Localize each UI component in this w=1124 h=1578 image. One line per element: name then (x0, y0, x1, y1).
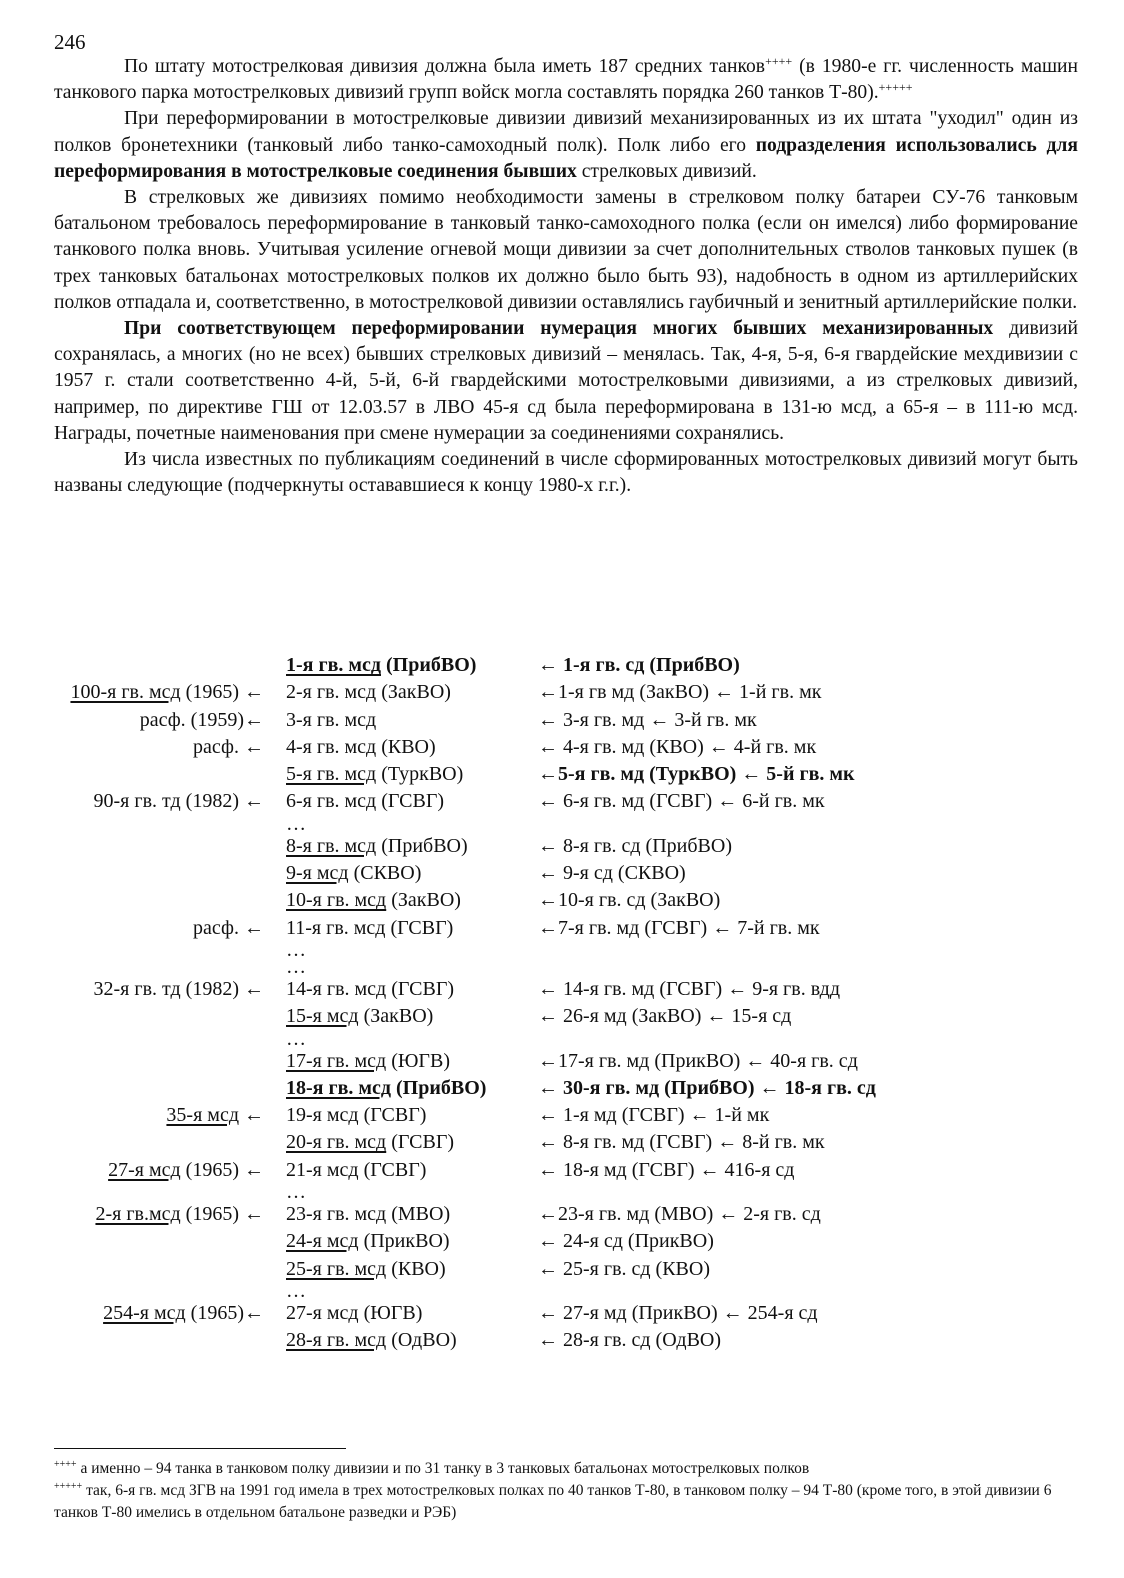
division-text: (ЗакВО) (358, 1005, 434, 1028)
division-cell (286, 1027, 306, 1050)
division-cell (286, 1300, 422, 1327)
underlined-division: 17-я гв. мсд (286, 1049, 387, 1072)
division-text: ← (239, 1104, 264, 1127)
underlined-division: 9-я мсд (286, 862, 349, 885)
division-text: 2-я гв. мсд (ЗакВО) (286, 681, 451, 704)
ellipsis-row (0, 1279, 1124, 1302)
division-row (0, 788, 1124, 815)
underlined-division: 2-я гв.мсд (95, 1203, 181, 1226)
footnote-marker: ++++ (54, 1459, 77, 1470)
predecessor-cell (538, 860, 686, 887)
division-row (0, 1075, 1124, 1102)
division-text: ← 6-я гв. мд (ГСВГ) ← 6-й гв. мк (538, 790, 825, 813)
paragraph (54, 106, 1078, 185)
underlined-division: 24-я мсд (286, 1230, 359, 1253)
paragraph-text: При соответствующем переформировании нумерация многих бывших механизированных (124, 318, 994, 340)
division-text: 90-я гв. тд (1982) ← (93, 790, 264, 813)
division-text: … (286, 955, 306, 978)
underlined-division: 8-я гв. мсд (286, 834, 377, 857)
predecessor-cell (538, 1075, 876, 1102)
underlined-division: 10-я гв. мсд (286, 889, 387, 912)
division-text: ←17-я гв. мд (ПрикВО) ← 40-я гв. сд (538, 1049, 858, 1072)
division-row (0, 1129, 1124, 1156)
successor-cell (95, 1201, 264, 1228)
division-row (0, 976, 1124, 1003)
division-text: 3-я гв. мсд (286, 708, 377, 731)
predecessor-cell (538, 915, 820, 942)
division-cell (286, 887, 461, 914)
division-row (0, 1157, 1124, 1184)
footnote-marker: ++++ (765, 54, 793, 68)
division-row (0, 1256, 1124, 1283)
division-text: … (286, 812, 306, 835)
division-cell (286, 1327, 457, 1354)
division-text: ← 27-я мд (ПрикВО) ← 254-я сд (538, 1301, 818, 1324)
division-text: (ГСВГ) (386, 1131, 455, 1154)
underlined-division: 18-я гв. мсд (286, 1076, 391, 1099)
predecessor-cell (538, 1256, 710, 1283)
successor-cell (70, 679, 264, 706)
division-text: (КВО) (386, 1257, 446, 1280)
division-text: ← 8-я гв. мд (ГСВГ) ← 8-й гв. мк (538, 1131, 825, 1154)
paragraph-text: дивизий сохранялась, а многих (но не всех) бывших стрелковых дивизий – менялась. Так, 4-я, 5-я, 6-я гвардейские мехдивизии с 1957 г. стали соответственно 4-й, 5-й, 6-й гвардейскими мотострелковыми дивизиями, а из стрелковых дивизий, например, по директиве ГШ от 12.03.57 в ЛВО 45-я сд была переформирована в 131-ю мсд, а 65-я – в 111-ю мсд. Награды, почетные наименования при смене нумерации за соединениями сохранялись. (54, 318, 1078, 444)
predecessor-cell (538, 1327, 721, 1354)
division-cell (286, 1102, 426, 1129)
predecessor-cell (538, 976, 840, 1003)
division-cell (286, 788, 444, 815)
paragraph (54, 316, 1078, 447)
predecessor-cell (538, 652, 740, 679)
predecessor-cell (538, 1003, 791, 1030)
division-text: (ЮГВ) (386, 1049, 450, 1072)
paragraph-text: По штату мотострелковая дивизия должна была иметь 187 средних танков (124, 56, 766, 77)
paragraph-text: Из числа известных по публикациям соединений в числе сформированных мотострелковых дивизий могут быть названы следующие (подчеркнуты остававшиеся к концу 1980-х г.г.). (54, 449, 1078, 497)
successor-cell (108, 1157, 264, 1184)
division-text: ← 8-я гв. сд (ПрибВО) (538, 834, 732, 857)
division-text: 21-я мсд (ГСВГ) (286, 1158, 427, 1181)
successor-cell (140, 707, 264, 734)
division-row (0, 761, 1124, 788)
division-text: (ПрикВО) (358, 1230, 450, 1253)
footnote (54, 1458, 1078, 1480)
division-text: (ОдВО) (386, 1329, 457, 1352)
underlined-division: 15-я мсд (286, 1005, 359, 1028)
predecessor-cell (538, 1228, 714, 1255)
paragraph-text: При переформировании в мотострелковые дивизии дивизий механизированных из их штата "уходил" один из полков бронетехники (танковый либо танко-самоходный полк). Полк либо его (54, 108, 1078, 156)
division-text: ← 3-я гв. мд ← 3-й гв. мк (538, 708, 757, 731)
successor-cell (166, 1102, 264, 1129)
division-text: 19-я мсд (ГСВГ) (286, 1104, 427, 1127)
predecessor-cell (538, 887, 720, 914)
predecessor-cell (538, 833, 732, 860)
paragraph (54, 185, 1078, 316)
predecessor-cell (538, 707, 757, 734)
paragraph-text: подразделения использовались для переформирования в мотострелковые соединения бывших (54, 134, 1078, 182)
predecessor-cell (538, 1048, 858, 1075)
division-text: расф. (1959)← (139, 708, 264, 731)
division-cell (286, 1228, 450, 1255)
division-row (0, 915, 1124, 942)
division-row (0, 1102, 1124, 1129)
division-cell (286, 1157, 426, 1184)
ellipsis-row (0, 1181, 1124, 1204)
successor-cell (94, 976, 264, 1003)
division-text: … (286, 1279, 306, 1302)
division-text: (1965) ← (180, 1158, 264, 1181)
division-text: ←1-я гв мд (ЗакВО) ← 1-й гв. мк (538, 681, 822, 704)
division-text: … (286, 1181, 306, 1204)
predecessor-cell (538, 1201, 821, 1228)
division-text: 6-я гв. мсд (ГСВГ) (286, 790, 445, 813)
page-number: 246 (54, 30, 86, 54)
footnotes (54, 1458, 1078, 1524)
division-cell (286, 833, 468, 860)
division-text: (ПрибВО) (390, 1076, 487, 1099)
division-row (0, 1201, 1124, 1228)
division-text: … (286, 1027, 306, 1050)
division-text: … (286, 938, 306, 961)
division-text: (ТуркВО) (376, 763, 464, 786)
predecessor-cell (538, 1157, 794, 1184)
predecessor-cell (538, 788, 825, 815)
division-text: 32-я гв. тд (1982) ← (93, 977, 264, 1000)
division-text: 11-я гв. мсд (ГСВГ) (286, 916, 454, 939)
underlined-division: 5-я гв. мсд (286, 763, 377, 786)
division-row (0, 652, 1124, 679)
division-text: ← 18-я мд (ГСВГ) ← 416-я сд (538, 1158, 795, 1181)
ellipsis-row (0, 812, 1124, 835)
body-text (54, 54, 1078, 499)
footnote-text: так, 6-я гв. мсд ЗГВ на 1991 год имела в трех мотострелковых полках по 40 танков Т-80, в танковом полку – 94 Т-80 (кроме того, в этой дивизии 6 танков Т-80 имелись в отдельном батальоне разведки и РЭБ) (54, 1482, 1052, 1521)
division-text: ←10-я гв. сд (ЗакВО) (538, 889, 721, 912)
division-cell (286, 679, 451, 706)
division-text: расф. ← (193, 735, 264, 758)
footnote-marker: +++++ (878, 80, 913, 95)
predecessor-cell (538, 761, 855, 788)
division-text: расф. ← (193, 916, 264, 939)
underlined-division: 28-я гв. мсд (286, 1329, 387, 1352)
division-row (0, 734, 1124, 761)
paragraph-text: стрелковых дивизий. (576, 160, 757, 182)
paragraph (54, 54, 1078, 106)
successor-cell (193, 915, 264, 942)
ellipsis-row (0, 1027, 1124, 1050)
division-text: 14-я гв. мсд (ГСВГ) (286, 977, 455, 1000)
division-text: ←23-я гв. мд (МВО) ← 2-я гв. сд (538, 1203, 821, 1226)
division-row (0, 860, 1124, 887)
division-lineage-table (0, 652, 1124, 1355)
division-cell (286, 1129, 454, 1156)
division-text: (ЗакВО) (386, 889, 461, 912)
division-cell (286, 1256, 446, 1283)
underlined-division: 100-я гв. мсд (70, 681, 181, 704)
division-text: 23-я гв. мсд (МВО) (286, 1203, 451, 1226)
division-text: 4-я гв. мсд (КВО) (286, 735, 436, 758)
predecessor-cell (538, 679, 821, 706)
footnote-text: а именно – 94 танка в танковом полку дивизии и по 31 танку в 3 танковых батальонах мотострелковых полков (76, 1460, 810, 1477)
underlined-division: 1-я гв. мсд (286, 654, 381, 676)
division-text: ← 14-я гв. мд (ГСВГ) ← 9-я гв. вдд (538, 977, 841, 1000)
division-row (0, 707, 1124, 734)
predecessor-cell (538, 1102, 769, 1129)
division-row (0, 1300, 1124, 1327)
ellipsis-row (0, 955, 1124, 978)
successor-cell (103, 1300, 264, 1327)
division-text: (СКВО) (348, 862, 422, 885)
division-text: ← 4-я гв. мд (КВО) ← 4-й гв. мк (538, 735, 817, 758)
division-cell (286, 652, 476, 679)
footnote-rule (54, 1448, 346, 1449)
division-cell (286, 734, 436, 761)
footnote-marker: +++++ (54, 1481, 83, 1492)
underlined-division: 254-я мсд (103, 1301, 186, 1324)
underlined-division: 27-я мсд (108, 1158, 181, 1181)
division-text: ← 28-я гв. сд (ОдВО) (538, 1329, 722, 1352)
division-cell (286, 812, 306, 835)
predecessor-cell (538, 734, 816, 761)
division-cell (286, 761, 463, 788)
footnote (54, 1480, 1078, 1524)
successor-cell (193, 734, 264, 761)
underlined-division: 35-я мсд (166, 1104, 239, 1127)
division-text: (ПрибВО) (380, 654, 477, 676)
division-text: 27-я мсд (ЮГВ) (286, 1301, 423, 1324)
division-row (0, 1228, 1124, 1255)
division-text: ← 9-я сд (СКВО) (538, 862, 686, 885)
division-row (0, 679, 1124, 706)
division-cell (286, 976, 454, 1003)
division-text: ←5-я гв. мд (ТуркВО) ← 5-й гв. мк (538, 763, 855, 786)
division-cell (286, 1181, 306, 1204)
division-cell (286, 860, 421, 887)
ellipsis-row (0, 938, 1124, 961)
paragraph-text: В стрелковых же дивизиях помимо необходимости замены в стрелковом полку батареи СУ-76 танковым батальоном требовалось переформирование в танковый танко-самоходного полка (если он имелся) либо формирование танкового полка вновь. Учитывая усиление огневой мощи дивизии за счет дополнительных стволов танковых пушек (в трех танковых батальонах мотострелковых полков их должно было быть 93), надобность в одном из артиллерийских полков отпадала и, соответственно, в мотострелковой дивизии оставлялись гаубичный и зенитный артиллерийские полки. (54, 187, 1078, 313)
division-cell (286, 1201, 450, 1228)
division-text: ← 1-я гв. сд (ПрибВО) (538, 654, 740, 676)
underlined-division: 20-я гв. мсд (286, 1131, 387, 1154)
division-text: ← 26-я мд (ЗакВО) ← 15-я сд (538, 1005, 792, 1028)
paragraph-text: (в 1980-е гг. численность машин танкового парка мотострелковых дивизий групп войск могла составлять порядка 260 танков Т-80). (54, 56, 1078, 104)
division-cell (286, 1279, 306, 1302)
division-cell (286, 707, 376, 734)
division-row (0, 1048, 1124, 1075)
division-row (0, 887, 1124, 914)
predecessor-cell (538, 1129, 825, 1156)
division-text: ← 24-я сд (ПрикВО) (538, 1230, 714, 1253)
predecessor-cell (538, 1300, 818, 1327)
division-row (0, 833, 1124, 860)
division-text: (1965) ← (180, 1203, 264, 1226)
division-text: ← 1-я мд (ГСВГ) ← 1-й мк (538, 1104, 770, 1127)
division-cell (286, 1075, 486, 1102)
division-text: ← 30-я гв. мд (ПрибВО) ← 18-я гв. сд (538, 1076, 876, 1099)
division-cell (286, 955, 306, 978)
successor-cell (94, 788, 264, 815)
underlined-division: 25-я гв. мсд (286, 1257, 387, 1280)
division-text: (1965)← (185, 1301, 264, 1324)
division-text: ←7-я гв. мд (ГСВГ) ← 7-й гв. мк (538, 916, 820, 939)
division-cell (286, 1048, 450, 1075)
division-text: (ПрибВО) (376, 834, 468, 857)
paragraph (54, 447, 1078, 499)
division-row (0, 1327, 1124, 1354)
division-cell (286, 1003, 433, 1030)
division-text: ← 25-я гв. сд (КВО) (538, 1257, 711, 1280)
division-row (0, 1003, 1124, 1030)
division-text: (1965) ← (180, 681, 264, 704)
division-cell (286, 915, 453, 942)
